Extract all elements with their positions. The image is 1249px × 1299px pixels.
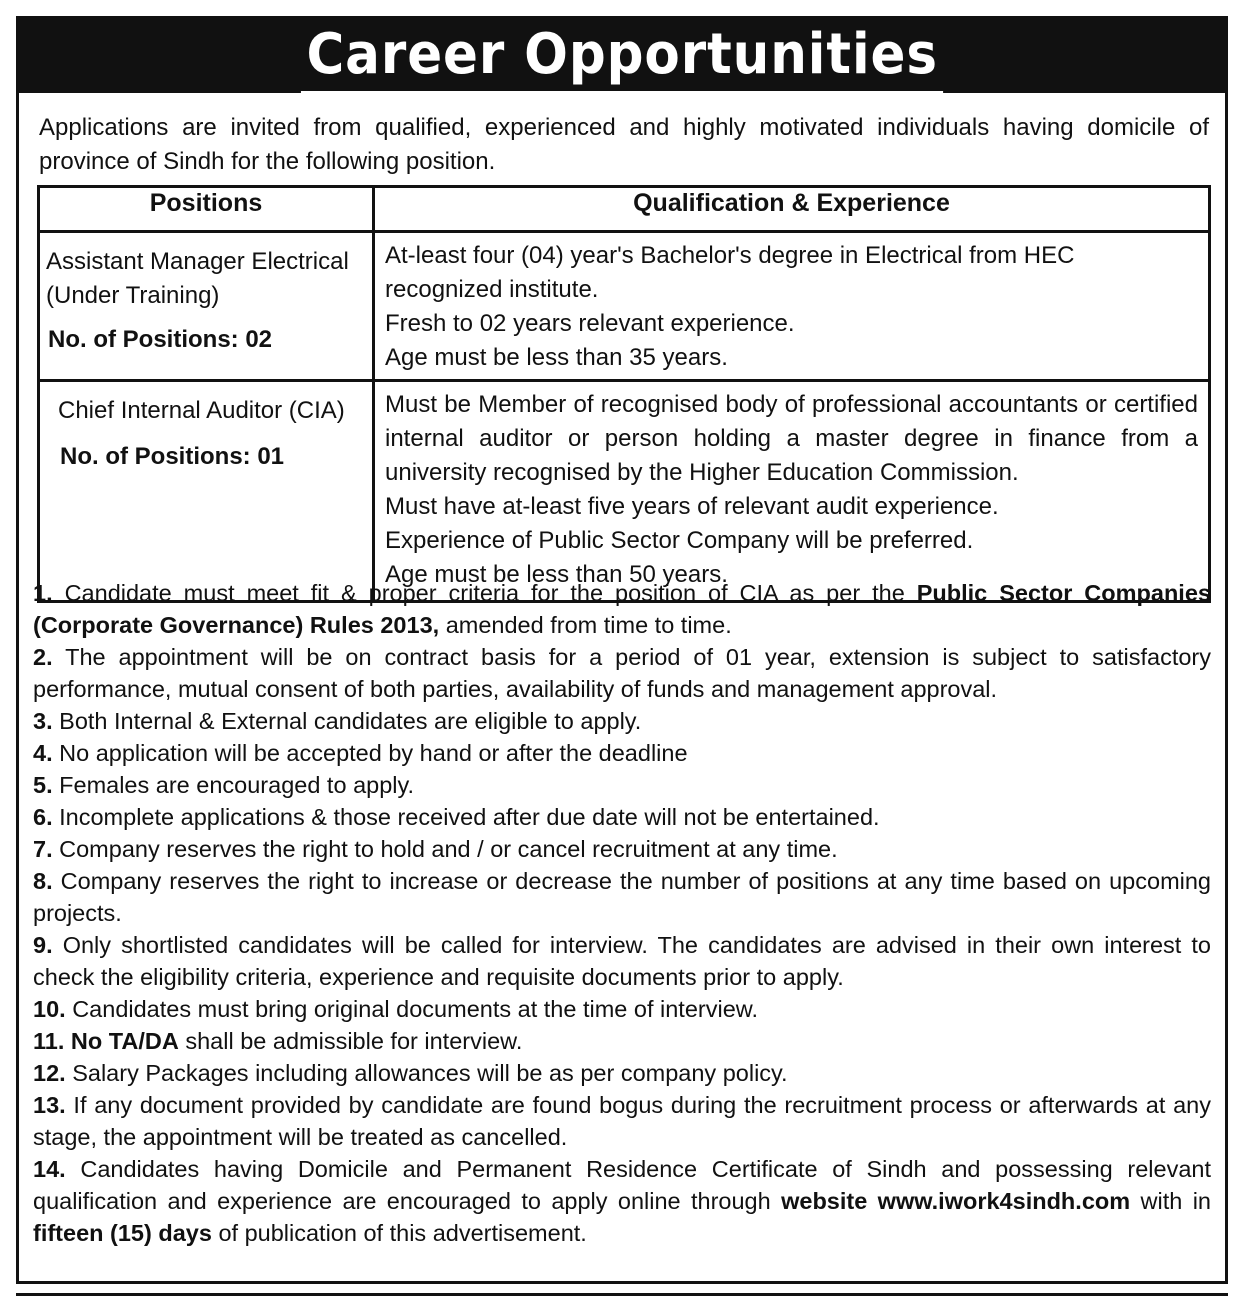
note-item xyxy=(33,1057,1211,1089)
note-number: 2. xyxy=(33,644,53,670)
note-number: 5. xyxy=(33,772,53,798)
header-positions: Positions xyxy=(39,187,374,232)
requirement-item: Age must be less than 50 years. xyxy=(385,561,728,588)
note-item xyxy=(33,801,1211,833)
deadline-text: fifteen (15) days xyxy=(33,1220,212,1246)
note-item xyxy=(33,833,1211,865)
note-number: 1. xyxy=(33,580,53,606)
terms-list xyxy=(33,577,1211,1249)
note-item xyxy=(33,865,1211,929)
position-title: Assistant Manager Electrical (Under Training) xyxy=(46,248,349,309)
bottom-rule xyxy=(16,1293,1228,1296)
note-item xyxy=(33,737,1211,769)
note-text: Salary Packages including allowances will be as per company policy. xyxy=(72,1060,788,1086)
intro-paragraph: Applications are invited from qualified, experienced and highly motivated individuals having domicile of province of Sindh for the following position. xyxy=(39,114,1209,175)
position-cell xyxy=(39,381,374,602)
note-number: 10. xyxy=(33,996,66,1022)
requirement-item: Fresh to 02 years relevant experience. xyxy=(385,310,795,337)
note-number: 6. xyxy=(33,804,53,830)
note-bold: Public Sector Companies (Corporate Governance) Rules 2013, xyxy=(33,580,1211,638)
note-number: 8. xyxy=(33,868,53,894)
advertisement-frame xyxy=(16,16,1228,1284)
note-text: Company reserves the right to increase or decrease the number of positions at any time based on upcoming projects. xyxy=(33,868,1211,926)
page-title: Career Opportunities xyxy=(301,19,944,95)
position-count: No. of Positions: 02 xyxy=(48,326,273,353)
note-text: Candidates having Domicile and Permanent Residence Certificate of Sindh and possessing relevant qualification and experience are encouraged to apply online through xyxy=(33,1156,1211,1214)
note-number: 7. xyxy=(33,836,53,862)
requirement-item: Must have at-least five years of relevant audit experience. xyxy=(385,493,999,520)
note-number: 13. xyxy=(33,1092,66,1118)
header-qualification: Qualification & Experience xyxy=(374,187,1210,232)
requirement-item: Age must be less than 35 years. xyxy=(385,344,728,371)
note-item xyxy=(33,705,1211,737)
note-text: Candidate must meet fit & proper criteria for the position of CIA as per the xyxy=(64,580,917,606)
position-cell xyxy=(39,232,374,381)
note-text: Females are encouraged to apply. xyxy=(59,772,415,798)
position-count: No. of Positions: 01 xyxy=(60,443,285,470)
note-bold: No TA/DA xyxy=(70,1028,179,1054)
note-number: 14. xyxy=(33,1156,66,1182)
note-number: 11. xyxy=(33,1028,65,1054)
note-item xyxy=(33,577,1211,641)
positions-table xyxy=(37,185,1211,603)
note-text: shall be admissible for interview. xyxy=(178,1028,523,1054)
note-text: Both Internal & External candidates are eligible to apply. xyxy=(59,708,642,734)
requirement-item: Experience of Public Sector Company will be preferred. xyxy=(385,527,974,554)
note-item xyxy=(33,1153,1211,1249)
note-text: Incomplete applications & those received after due date will not be entertained. xyxy=(59,804,880,830)
requirement-item: At-least four (04) year's Bachelor's degree in Electrical from HEC recognized institute. xyxy=(385,242,1075,303)
note-item xyxy=(33,929,1211,993)
note-number: 9. xyxy=(33,932,53,958)
qualification-cell xyxy=(374,232,1210,381)
title-banner xyxy=(19,19,1225,93)
note-text: amended from time to time. xyxy=(439,612,732,638)
note-number: 3. xyxy=(33,708,53,734)
note-text: of publication of this advertisement. xyxy=(211,1220,587,1246)
note-text: Company reserves the right to hold and / or cancel recruitment at any time. xyxy=(59,836,838,862)
note-item xyxy=(33,1089,1211,1153)
note-item xyxy=(33,993,1211,1025)
note-item xyxy=(33,1025,1211,1057)
table-row xyxy=(39,232,1210,381)
note-item xyxy=(33,769,1211,801)
table-row xyxy=(39,381,1210,602)
note-number: 4. xyxy=(33,740,53,766)
note-text: with in xyxy=(1130,1188,1212,1214)
requirement-item: Must be Member of recognised body of professional accountants or certified internal auditor or person holding a master degree in finance from a university recognised by the Higher Education Commission. xyxy=(385,391,1198,486)
website-link-text: website www.iwork4sindh.com xyxy=(781,1188,1131,1214)
note-text: No application will be accepted by hand or after the deadline xyxy=(59,740,688,766)
note-item xyxy=(33,641,1211,705)
note-text: The appointment will be on contract basis for a period of 01 year, extension is subject to satisfactory performance, mutual consent of both parties, availability of funds and management approval. xyxy=(33,644,1211,702)
note-text: If any document provided by candidate are found bogus during the recruitment process or afterwards at any stage, the appointment will be treated as cancelled. xyxy=(33,1092,1212,1150)
note-text: Only shortlisted candidates will be called for interview. The candidates are advised in their own interest to check the eligibility criteria, experience and requisite documents prior to apply. xyxy=(33,932,1211,990)
position-title: Chief Internal Auditor (CIA) xyxy=(58,397,345,424)
qualification-cell xyxy=(374,381,1210,602)
note-text: Candidates must bring original documents at the time of interview. xyxy=(72,996,758,1022)
note-number: 12. xyxy=(33,1060,66,1086)
